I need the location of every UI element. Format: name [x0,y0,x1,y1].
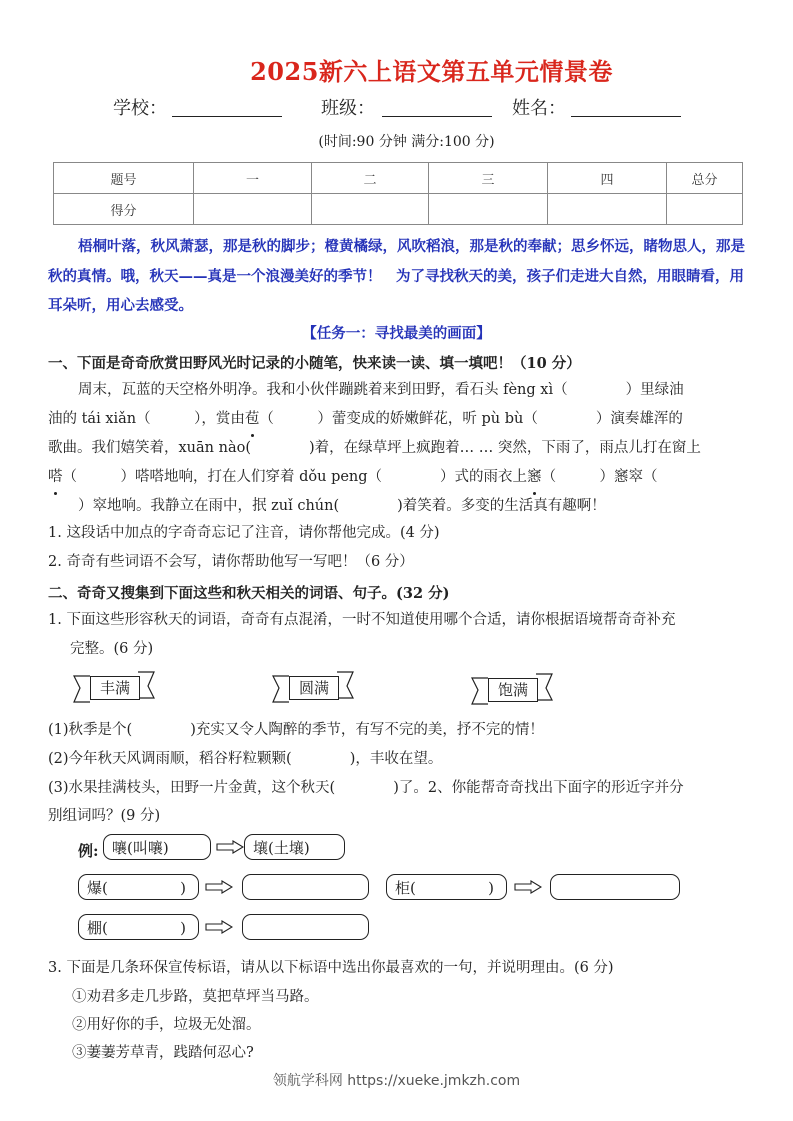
section-two-heading: 二、奇奇又搜集到下面这些和秋天相关的词语、句子。(32 分) [48,585,450,602]
char-box-爆: 爆( ) [78,874,199,900]
header-cell: 一 [194,163,312,194]
dotted-char: 窸 [527,463,542,492]
header-cell: 二 [312,163,429,194]
dotted-char: 苞 [245,405,260,434]
header-cell: 题号 [54,163,194,194]
slogan-1: ①劝君多走几步路，莫把草坪当马路。 [72,989,319,1005]
arrow-icon [216,840,244,854]
arrow-icon [514,880,542,894]
time-note: (时间:90 分钟 满分:100 分) [318,134,495,150]
section-one-q2: 2. 奇奇有些词语不会写，请你帮助他写一写吧！（6 分） [48,554,414,570]
name-blank[interactable] [571,94,681,117]
school-label: 学校： [113,98,167,119]
score-cell[interactable] [548,194,667,225]
header-cell: 四 [548,163,667,194]
example-left-box: 嚷(叫嚷) [103,834,211,860]
char-box-棚: 棚( ) [78,914,199,940]
school-blank[interactable] [172,94,282,117]
score-cell[interactable] [429,194,548,225]
example-right-box: 壤(土壤) [244,834,345,860]
section-two-q1-line2: 完整。(6 分) [70,641,154,657]
sentence-3a: (3)水果挂满枝头，田野一片金黄，这个秋天( )了。2、你能帮奇奇找出下面字的形近字并分 [48,780,684,796]
answer-box[interactable] [242,914,369,940]
answer-box[interactable] [550,874,680,900]
score-cell[interactable] [312,194,429,225]
char-box-柜: 柜( ) [386,874,507,900]
word-ribbon [271,668,355,704]
word-圆满: 圆满 [289,676,339,700]
sentence-2: (2)今年秋天风调雨顺，稻谷籽粒颗颗( )，丰收在望。 [48,751,443,767]
intro-paragraph: 梧桐叶落，秋风萧瑟，那是秋的脚步；橙黄橘绿，风吹稻浪，那是秋的奉献；思乡怀远，睹物思人，那是秋的真情。哦，秋天——真是一个浪漫美好的季节！ 为了寻找秋天的美，孩子们走进大自然，用眼睛看，用耳朵听，用心去感受。 [48,238,745,314]
passage-line-1: 周末，瓦蓝的天空格外明净。我和小伙伴蹦跳着来到田野，看石头 fèng xì（ ）里绿油 [78,382,684,398]
class-label: 班级： [321,98,375,119]
header-cell: 三 [429,163,548,194]
exam-title: 2025新六上语文第五单元情景卷 [250,57,613,86]
footer-watermark: 领航学科网 https://xueke.jmkzh.com [272,1073,521,1089]
sentence-3b: 别组词吗？(9 分) [48,808,161,824]
section-one-heading: 一、下面是奇奇欣赏田野风光时记录的小随笔，快来读一读、填一填吧！（10 分） [48,355,581,372]
arrow-icon [205,920,233,934]
word-丰满: 丰满 [90,676,140,700]
passage-line-2: 油的 tái xiǎn（ ），赏由苞（ ）蕾变成的娇嫩鲜花，听 pù bù（ ）演奏雄浑的 [48,405,748,434]
score-row-label: 得分 [54,194,194,225]
slogan-3: ③萋萋芳草青，践踏何忍心? [72,1045,254,1061]
passage-line-4: 嗒（ ）嗒嗒地响，打在人们穿着 dǒu peng（ ）式的雨衣上窸（ ）窸窣（ [48,463,748,492]
word-ribbon [72,668,156,704]
score-cell[interactable] [194,194,312,225]
class-blank[interactable] [382,94,492,117]
sentence-1: (1)秋季是个( )充实又令人陶醉的季节，有写不完的美，抒不完的情！ [48,722,544,738]
word-ribbon [470,670,554,706]
arrow-icon [205,880,233,894]
word-饱满: 饱满 [488,678,538,702]
header-cell: 总分 [667,163,743,194]
passage-line-5: ）窣地响。我静立在雨中，抿 zuǐ chún( )着笑着。多变的生活真有趣啊！ [78,498,606,514]
slogan-2: ②用好你的手，垃圾无处溜。 [72,1017,261,1033]
score-table [53,162,743,225]
name-label: 姓名： [512,98,566,119]
section-one-q1: 1. 这段话中加点的字奇奇忘记了注音，请你帮他完成。(4 分) [48,525,440,541]
section-two-q1-line1: 1. 下面这些形容秋天的词语，奇奇有点混淆，一时不知道使用哪个合适，请你根据语境帮奇奇补充 [48,612,676,628]
score-header-row [54,163,743,194]
score-cell[interactable] [667,194,743,225]
answer-box[interactable] [242,874,369,900]
example-label: 例: [78,842,99,860]
passage-line-3: 歌曲。我们嬉笑着，xuān nào( )着，在绿草坪上疯跑着… … 突然，下雨了，雨点儿打在窗上 [48,440,701,456]
score-row [54,194,743,225]
task-one-heading: 【任务一：寻找最美的画面】 [302,325,491,342]
section-two-q3: 3. 下面是几条环保宣传标语，请从以下标语中选出你最喜欢的一句，并说明理由。(6 分) [48,960,614,976]
dotted-char: 嗒 [48,463,63,492]
